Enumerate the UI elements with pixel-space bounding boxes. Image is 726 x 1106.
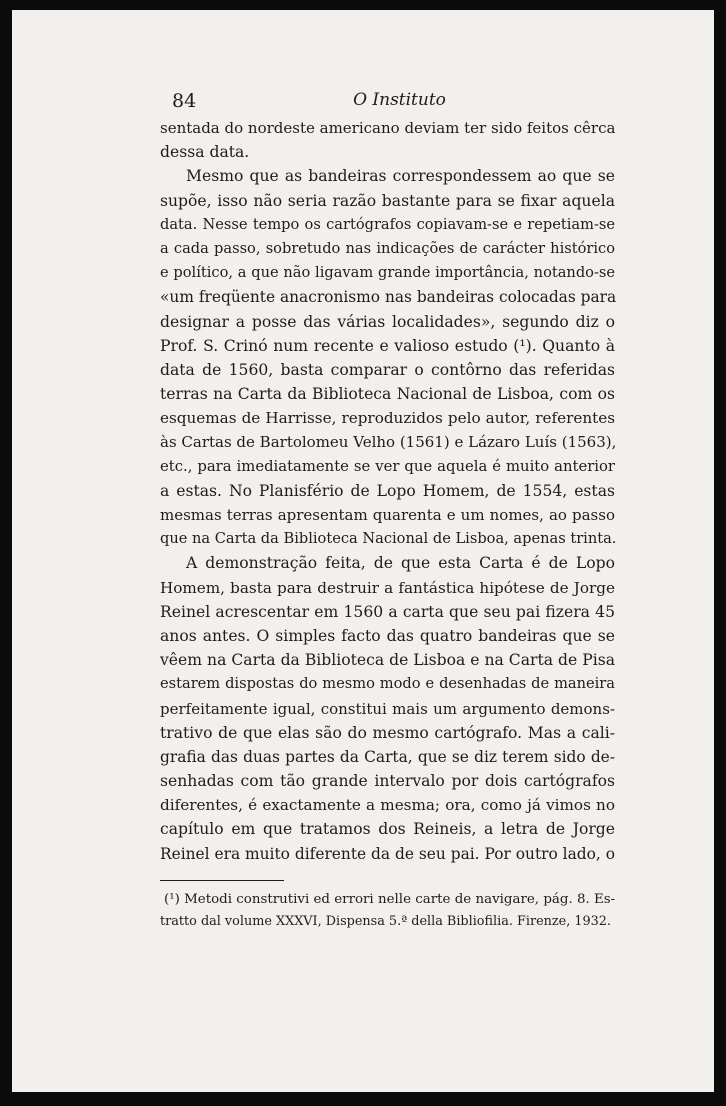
text-line: que na Carta da Biblioteca Nacional de Lisboa, apenas trinta. — [160, 530, 617, 548]
text-line: anos antes. O simples facto das quatro bandeiras que se — [160, 626, 615, 645]
text-line: grafia das duas partes da Carta, que se diz terem sido de- — [160, 747, 615, 766]
text-line: trativo de que elas são do mesmo cartógrafo. Mas a cali- — [160, 723, 615, 742]
text-line: dessa data. — [160, 143, 250, 162]
text-line: mesmas terras apresentam quarenta e um nomes, ao passo — [160, 506, 615, 524]
text-line: esquemas de Harrisse, reproduzidos pelo autor, referentes — [160, 409, 615, 428]
text-line: data. Nesse tempo os cartógrafos copiavam-se e repetiam-se — [160, 215, 615, 233]
text-line: diferentes, é exactamente a mesma; ora, como já vimos no — [160, 796, 615, 815]
text-line: Homem, basta para destruir a fantástica hipótese de Jorge — [160, 578, 615, 597]
text-line: Reinel era muito diferente da de seu pai. Por outro lado, o — [160, 844, 615, 863]
text-line: capítulo em que tratamos dos Reineis, a letra de Jorge — [160, 820, 615, 839]
footnote-rule — [160, 880, 284, 881]
text-line: Mesmo que as bandeiras correspondessem ao que se — [186, 167, 615, 186]
page-number: 84 — [172, 90, 197, 112]
text-line: estarem dispostas do mesmo modo e desenhadas de maneira — [160, 675, 615, 693]
footnotes — [160, 889, 615, 933]
text-line: perfeitamente igual, constitui mais um argumento demons- — [160, 699, 615, 718]
text-line: às Cartas de Bartolomeu Velho (1561) e Lázaro Luís (1563), — [160, 433, 617, 452]
page-header — [172, 90, 627, 112]
text-line: data de 1560, basta comparar o contôrno das referidas — [160, 360, 615, 379]
text-line: e político, a que não ligavam grande importância, notando-se — [160, 264, 615, 282]
text-line: a cada passo, sobretudo nas indicações de carácter histórico — [160, 239, 615, 257]
text-line: a estas. No Planisfério de Lopo Homem, de 1554, estas — [160, 481, 615, 500]
footnote-line: (¹) Metodi construtivi ed errori nelle carte de navigare, pág. 8. Es- — [164, 892, 616, 907]
text-line: sentada do nordeste americano deviam ter sido feitos cêrca — [160, 119, 616, 137]
text-line: Reinel acrescentar em 1560 a carta que seu pai fizera 45 — [160, 602, 615, 621]
text-line: designar a posse das várias localidades», segundo diz o — [160, 312, 615, 331]
text-line: etc., para imediatamente se ver que aquela é muito anterior — [160, 457, 615, 475]
text-line: A demonstração feita, de que esta Carta é de Lopo — [186, 554, 615, 573]
body-text — [160, 116, 615, 866]
text-line: supõe, isso não seria razão bastante para se fixar aquela — [160, 191, 615, 210]
text-line: «um freqüente anacronismo nas bandeiras colocadas para — [160, 288, 617, 307]
footnote-line: tratto dal volume XXXVI, Dispensa 5.ª della Bibliofilia. Firenze, 1932. — [160, 914, 611, 929]
text-line: Prof. S. Crinó num recente e valioso estudo (¹). Quanto à — [160, 336, 615, 355]
running-title: O Instituto — [353, 90, 446, 110]
text-line: vêem na Carta da Biblioteca de Lisboa e na Carta de Pisa — [160, 651, 615, 670]
text-line: senhadas com tão grande intervalo por dois cartógrafos — [160, 772, 615, 791]
text-line: terras na Carta da Biblioteca Nacional de Lisboa, com os — [160, 385, 615, 404]
